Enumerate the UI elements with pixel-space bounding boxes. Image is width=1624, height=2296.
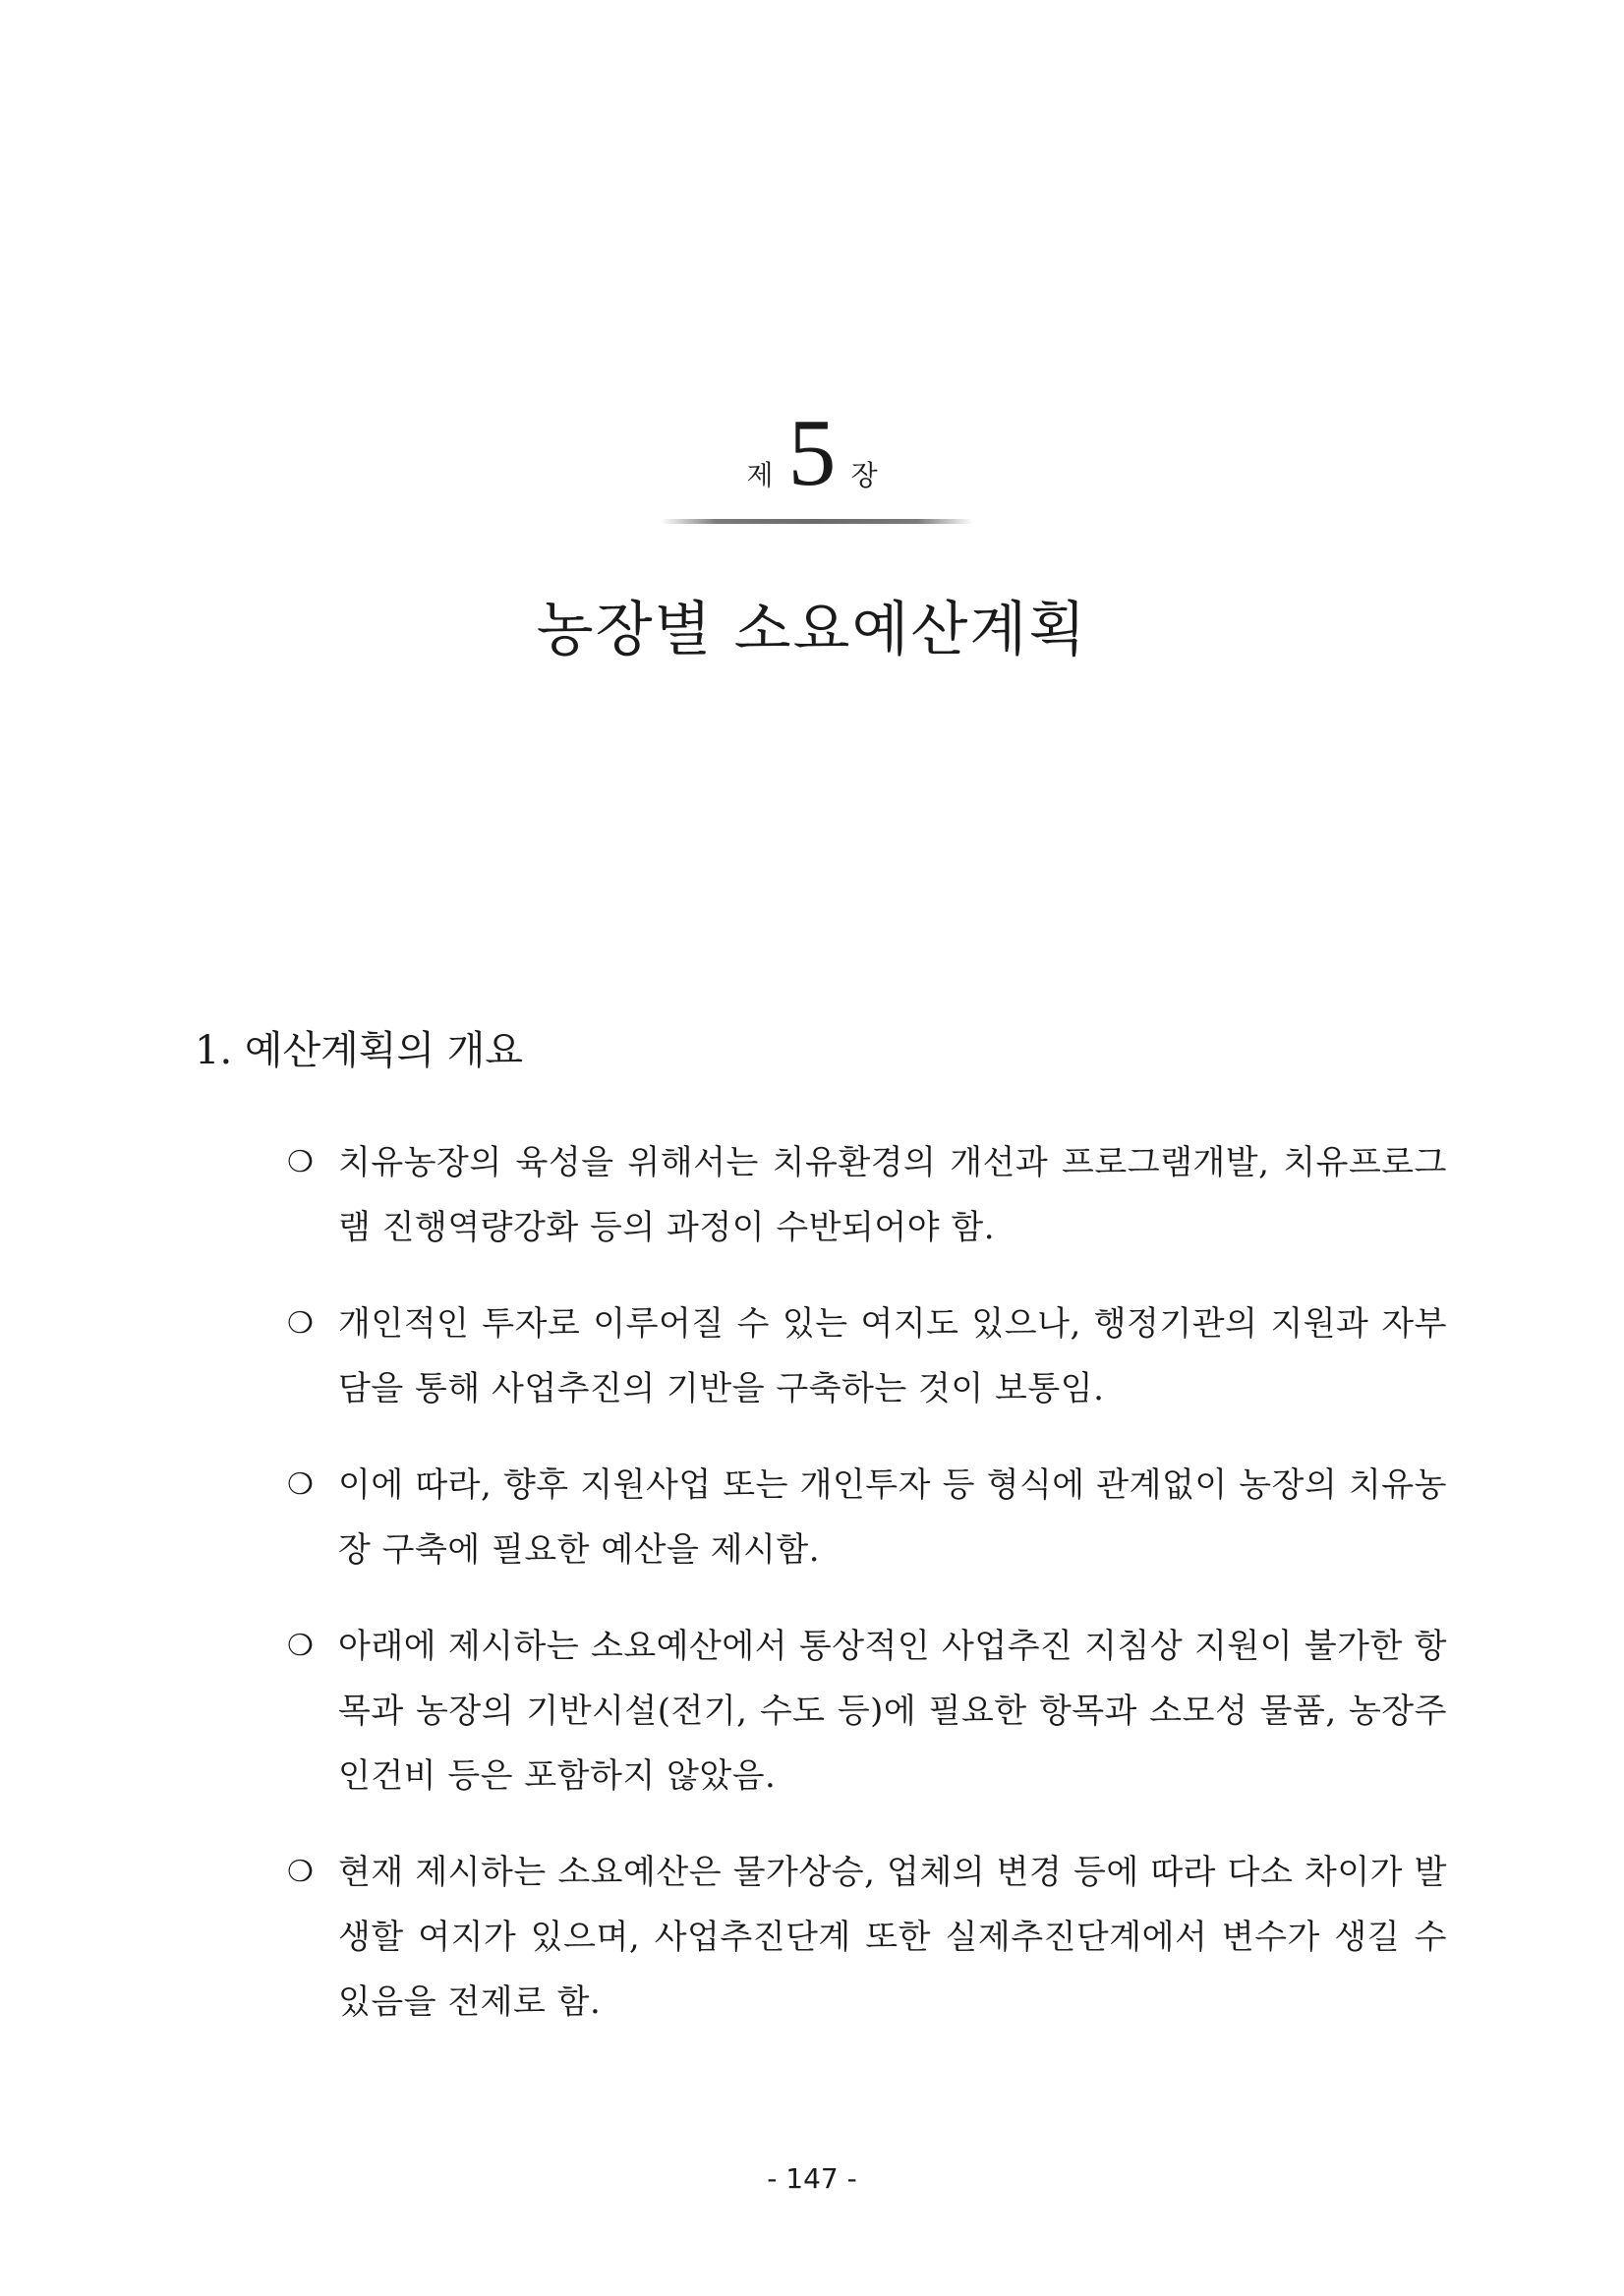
chapter-number: 5 <box>787 400 837 506</box>
list-item <box>287 1453 1447 1582</box>
list-item-text: 아래에 제시하는 소요예산에서 통상적인 사업추진 지침상 지원이 불가한 항목과 농장의 기반시설(전기, 수도 등)에 필요한 항목과 소모성 물품, 농장주 인건비 등은 포함하지 않았음. <box>338 1627 1447 1796</box>
chapter-prefix: 제 <box>746 459 774 491</box>
list-item <box>287 1840 1447 2035</box>
bullet-list <box>287 1130 1447 2066</box>
circle-bullet-icon: ❍ <box>287 1629 314 1663</box>
circle-bullet-icon: ❍ <box>287 1306 314 1341</box>
list-item <box>287 1614 1447 1808</box>
list-item-text: 치유농장의 육성을 위해서는 치유환경의 개선과 프로그램개발, 치유프로그램 진행역량강화 등의 과정이 수반되어야 함. <box>338 1143 1447 1247</box>
section-heading: 1. 예산계획의 개요 <box>195 1028 524 1073</box>
circle-bullet-icon: ❍ <box>287 1145 314 1179</box>
list-item <box>287 1292 1447 1421</box>
list-item-text: 이에 따라, 향후 지원사업 또는 개인투자 등 형식에 관계없이 농장의 치유농장 구축에 필요한 예산을 제시함. <box>338 1465 1447 1570</box>
chapter-title: 농장별 소요예산계획 <box>536 596 1088 664</box>
page-number: - 147 - <box>767 2162 857 2195</box>
chapter-suffix: 장 <box>850 459 878 491</box>
list-item-text: 개인적인 투자로 이루어질 수 있는 여지도 있으나, 행정기관의 지원과 자부담을 통해 사업추진의 기반을 구축하는 것이 보통임. <box>338 1304 1447 1408</box>
chapter-label <box>0 400 1624 506</box>
list-item-text: 현재 제시하는 소요예산은 물가상승, 업체의 변경 등에 따라 다소 차이가 발생할 여지가 있으며, 사업추진단계 또한 실제추진단계에서 변수가 생길 수 있음을 전제로 함. <box>338 1853 1447 2022</box>
chapter-divider <box>661 519 973 524</box>
circle-bullet-icon: ❍ <box>287 1467 314 1502</box>
circle-bullet-icon: ❍ <box>287 1855 314 1889</box>
list-item <box>287 1130 1447 1260</box>
